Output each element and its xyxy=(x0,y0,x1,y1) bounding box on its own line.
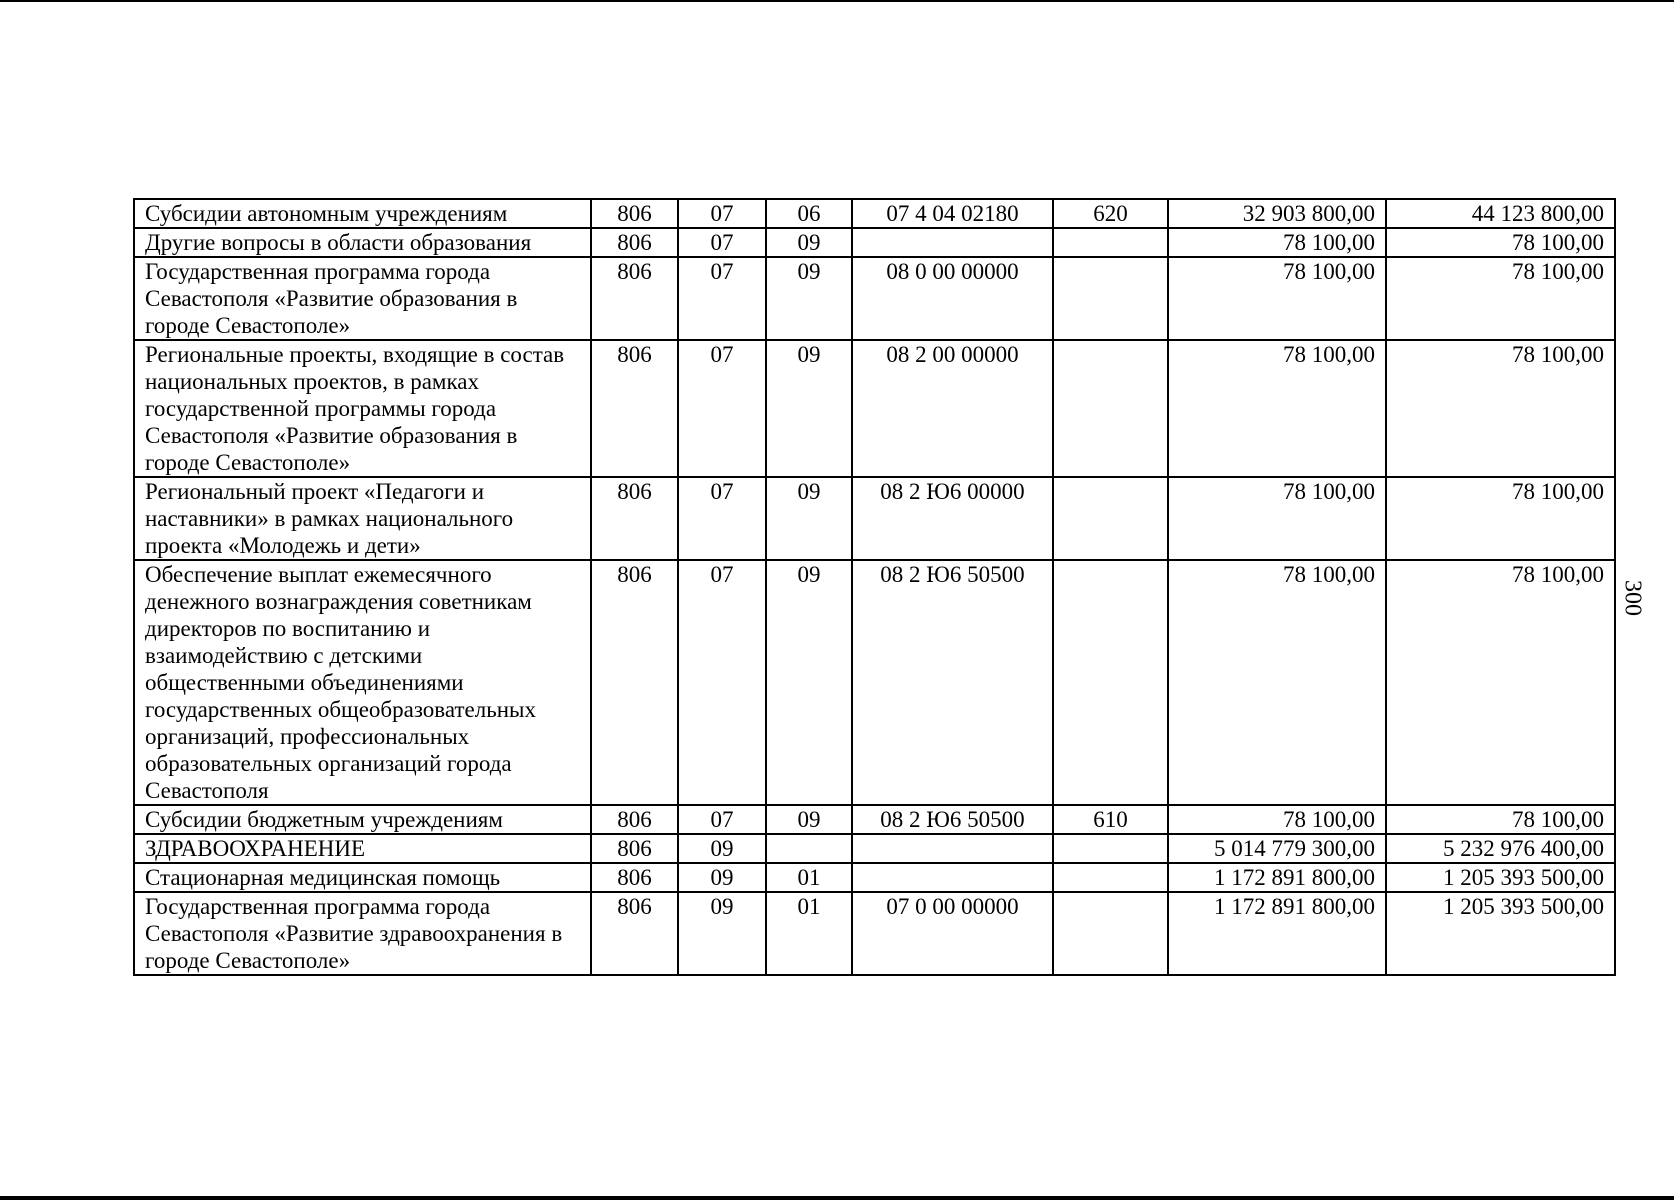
target-article-code: 07 4 04 02180 xyxy=(852,199,1053,228)
amount-year-2: 78 100,00 xyxy=(1386,228,1615,257)
item-name: Региональный проект «Педагоги и наставники» в рамках национального проекта «Молодежь и дети» xyxy=(134,477,591,560)
subsection-code: 09 xyxy=(766,805,852,834)
amount-year-1: 1 172 891 800,00 xyxy=(1168,863,1386,892)
table-row xyxy=(134,863,1615,892)
target-article-code: 08 0 00 00000 xyxy=(852,257,1053,340)
amount-year-1: 78 100,00 xyxy=(1168,560,1386,805)
grbs-code: 806 xyxy=(591,228,678,257)
budget-table-body xyxy=(134,199,1615,975)
amount-year-1: 78 100,00 xyxy=(1168,257,1386,340)
target-article-code xyxy=(852,863,1053,892)
grbs-code: 806 xyxy=(591,834,678,863)
section-code: 07 xyxy=(678,340,766,477)
table-row xyxy=(134,834,1615,863)
target-article-code: 08 2 Ю6 00000 xyxy=(852,477,1053,560)
subsection-code: 01 xyxy=(766,863,852,892)
grbs-code: 806 xyxy=(591,340,678,477)
expense-type-code xyxy=(1053,560,1168,805)
section-code: 07 xyxy=(678,199,766,228)
table-row xyxy=(134,892,1615,975)
page-number: 300 xyxy=(1619,580,1646,616)
target-article-code: 08 2 Ю6 50500 xyxy=(852,560,1053,805)
item-name: Государственная программа города Севастополя «Развитие образования в городе Севастополе» xyxy=(134,257,591,340)
amount-year-1: 78 100,00 xyxy=(1168,477,1386,560)
table-row xyxy=(134,228,1615,257)
item-name: Субсидии автономным учреждениям xyxy=(134,199,591,228)
section-code: 07 xyxy=(678,257,766,340)
subsection-code: 06 xyxy=(766,199,852,228)
subsection-code: 09 xyxy=(766,257,852,340)
grbs-code: 806 xyxy=(591,892,678,975)
amount-year-2: 78 100,00 xyxy=(1386,477,1615,560)
target-article-code: 07 0 00 00000 xyxy=(852,892,1053,975)
grbs-code: 806 xyxy=(591,477,678,560)
item-name: Государственная программа города Севастополя «Развитие здравоохранения в городе Севастополе» xyxy=(134,892,591,975)
target-article-code: 08 2 Ю6 50500 xyxy=(852,805,1053,834)
table-row xyxy=(134,477,1615,560)
subsection-code xyxy=(766,834,852,863)
subsection-code: 09 xyxy=(766,477,852,560)
expense-type-code: 610 xyxy=(1053,805,1168,834)
target-article-code: 08 2 00 00000 xyxy=(852,340,1053,477)
table-row xyxy=(134,805,1615,834)
expense-type-code xyxy=(1053,257,1168,340)
amount-year-2: 1 205 393 500,00 xyxy=(1386,863,1615,892)
section-code: 07 xyxy=(678,477,766,560)
item-name: Обеспечение выплат ежемесячного денежного вознаграждения советникам директоров по воспитанию и взаимодействию с детскими общественными объединениями государственных общеобразовательных организаций, профессиональных образовательных организаций города Севастополя xyxy=(134,560,591,805)
item-name: ЗДРАВООХРАНЕНИЕ xyxy=(134,834,591,863)
expense-type-code xyxy=(1053,477,1168,560)
amount-year-2: 78 100,00 xyxy=(1386,257,1615,340)
expense-type-code xyxy=(1053,834,1168,863)
section-code: 07 xyxy=(678,560,766,805)
table-row xyxy=(134,340,1615,477)
item-name: Другие вопросы в области образования xyxy=(134,228,591,257)
scan-bottom-edge xyxy=(0,1196,1674,1200)
subsection-code: 01 xyxy=(766,892,852,975)
section-code: 09 xyxy=(678,834,766,863)
amount-year-2: 1 205 393 500,00 xyxy=(1386,892,1615,975)
amount-year-1: 78 100,00 xyxy=(1168,805,1386,834)
target-article-code xyxy=(852,228,1053,257)
section-code: 09 xyxy=(678,863,766,892)
section-code: 09 xyxy=(678,892,766,975)
amount-year-1: 1 172 891 800,00 xyxy=(1168,892,1386,975)
scan-top-edge xyxy=(0,0,1674,2)
amount-year-1: 78 100,00 xyxy=(1168,340,1386,477)
table-row xyxy=(134,257,1615,340)
target-article-code xyxy=(852,834,1053,863)
amount-year-1: 78 100,00 xyxy=(1168,228,1386,257)
table-row xyxy=(134,560,1615,805)
item-name: Стационарная медицинская помощь xyxy=(134,863,591,892)
grbs-code: 806 xyxy=(591,257,678,340)
grbs-code: 806 xyxy=(591,199,678,228)
amount-year-2: 78 100,00 xyxy=(1386,560,1615,805)
table-row xyxy=(134,199,1615,228)
expense-type-code xyxy=(1053,340,1168,477)
amount-year-2: 78 100,00 xyxy=(1386,340,1615,477)
amount-year-2: 44 123 800,00 xyxy=(1386,199,1615,228)
expense-type-code: 620 xyxy=(1053,199,1168,228)
budget-table xyxy=(133,198,1616,976)
grbs-code: 806 xyxy=(591,863,678,892)
amount-year-2: 78 100,00 xyxy=(1386,805,1615,834)
subsection-code: 09 xyxy=(766,228,852,257)
amount-year-2: 5 232 976 400,00 xyxy=(1386,834,1615,863)
amount-year-1: 5 014 779 300,00 xyxy=(1168,834,1386,863)
expense-type-code xyxy=(1053,228,1168,257)
subsection-code: 09 xyxy=(766,560,852,805)
section-code: 07 xyxy=(678,228,766,257)
subsection-code: 09 xyxy=(766,340,852,477)
expense-type-code xyxy=(1053,863,1168,892)
section-code: 07 xyxy=(678,805,766,834)
expense-type-code xyxy=(1053,892,1168,975)
item-name: Региональные проекты, входящие в состав национальных проектов, в рамках государственной программы города Севастополя «Развитие образования в городе Севастополе» xyxy=(134,340,591,477)
grbs-code: 806 xyxy=(591,805,678,834)
amount-year-1: 32 903 800,00 xyxy=(1168,199,1386,228)
item-name: Субсидии бюджетным учреждениям xyxy=(134,805,591,834)
grbs-code: 806 xyxy=(591,560,678,805)
